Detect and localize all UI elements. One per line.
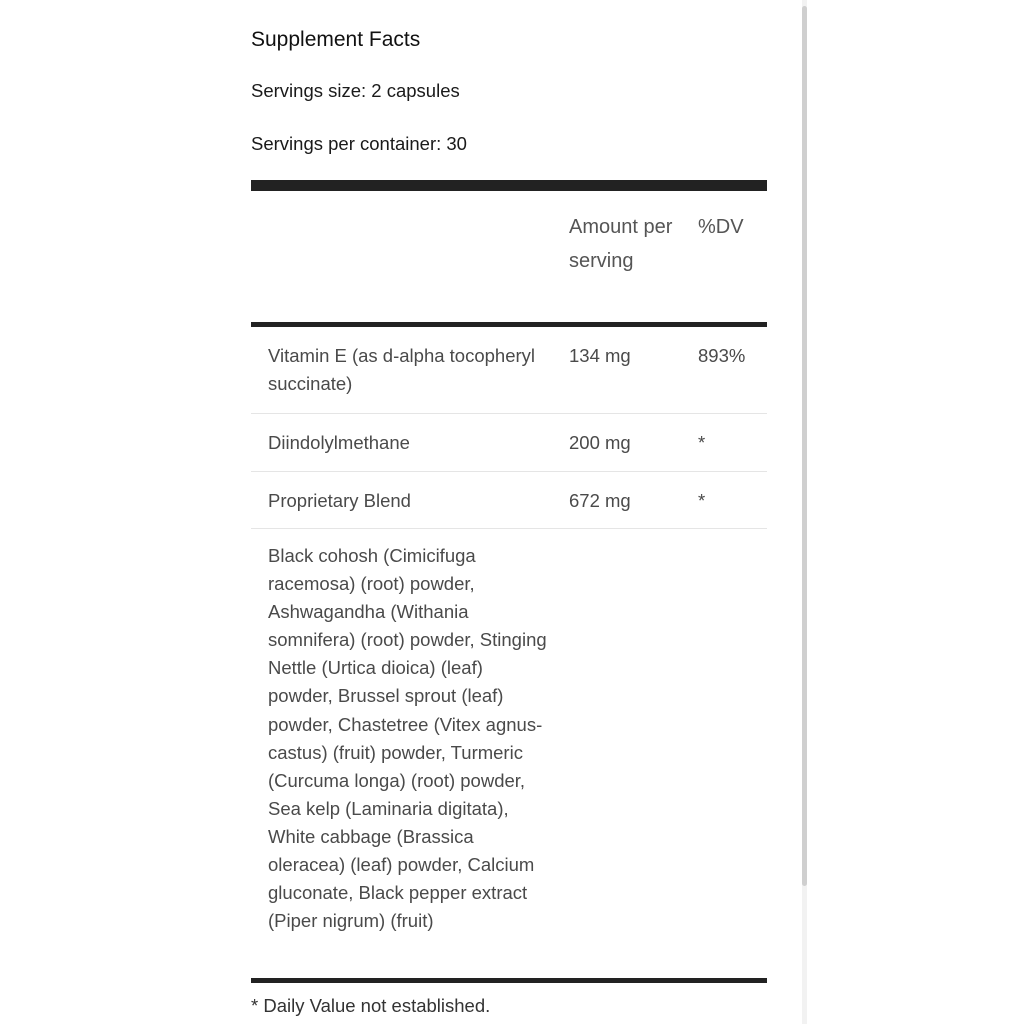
nutrient-dv: * bbox=[698, 432, 706, 453]
page-title: Supplement Facts bbox=[251, 28, 421, 51]
daily-value-footnote: * Daily Value not established. bbox=[251, 995, 491, 1016]
thick-divider-bottom bbox=[251, 978, 767, 983]
nutrient-name: Vitamin E (as d-alpha tocopheryl succinate) bbox=[268, 345, 536, 394]
nutrient-dv: 893% bbox=[698, 345, 746, 366]
table-row bbox=[251, 414, 767, 472]
nutrient-name: Diindolylmethane bbox=[268, 432, 410, 453]
nutrient-amount: 672 mg bbox=[569, 490, 631, 511]
nutrient-amount: 200 mg bbox=[569, 432, 631, 453]
nutrient-name: Proprietary Blend bbox=[268, 490, 411, 511]
table-row bbox=[251, 327, 767, 414]
column-header-amount: Amount per serving bbox=[569, 216, 673, 272]
column-header-dv: %DV bbox=[698, 216, 744, 238]
thick-divider-top bbox=[251, 180, 767, 191]
nutrient-amount: 134 mg bbox=[569, 345, 631, 366]
scrollbar-track[interactable] bbox=[802, 0, 807, 1024]
table-row bbox=[251, 472, 767, 529]
scrollbar-thumb[interactable] bbox=[802, 6, 807, 886]
table-header-row bbox=[251, 191, 767, 322]
serving-size: Servings size: 2 capsules bbox=[251, 80, 460, 101]
blend-ingredients: Black cohosh (Cimicifuga racemosa) (root) powder, Ashwagandha (Withania somnifera) (root) powder, Stinging Nettle (Urtica dioica) (leaf) powder, Brussel sprout (leaf) powder, Chastetree (Vitex agnus-castus) (fruit) powder, Turmeric (Curcuma longa) (root) powder, Sea kelp (Laminaria digitata), White cabbage (Brassica oleracea) (leaf) powder, Calcium gluconate, Black pepper extract (Piper nigrum) (fruit) bbox=[268, 545, 547, 932]
nutrient-dv: * bbox=[698, 490, 706, 511]
servings-per-container: Servings per container: 30 bbox=[251, 133, 467, 154]
